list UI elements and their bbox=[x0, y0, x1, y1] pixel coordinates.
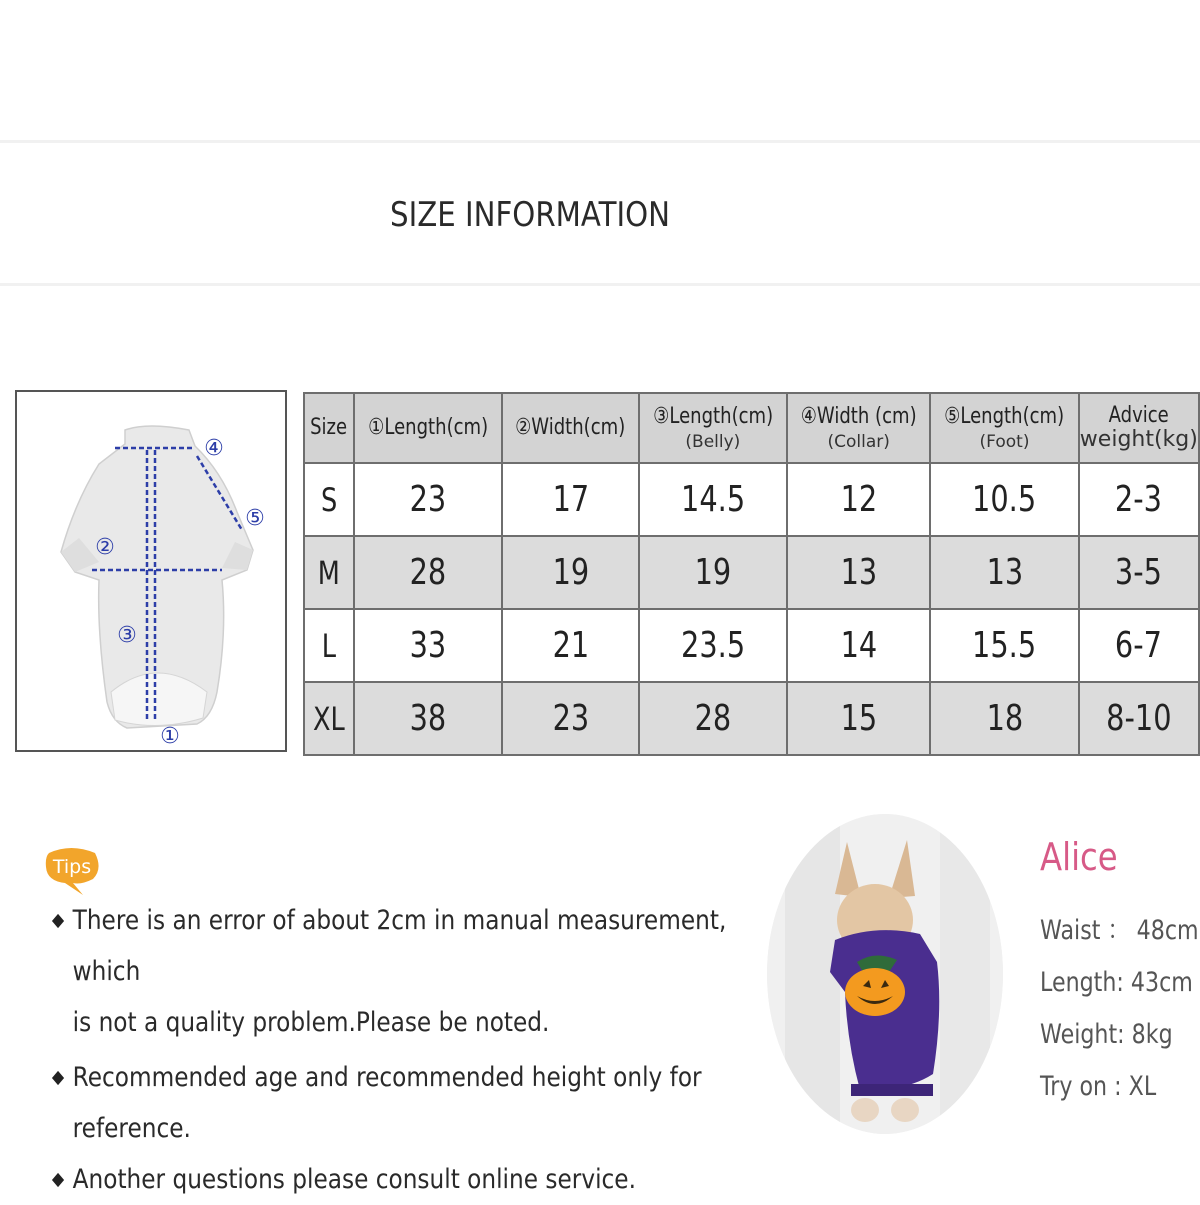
stat-waist: Waist ： 48cm bbox=[1040, 915, 1199, 946]
cell: 8-10 bbox=[1079, 682, 1199, 755]
cell: M bbox=[304, 536, 354, 609]
page-title: SIZE INFORMATION bbox=[390, 195, 670, 235]
model-name: Alice bbox=[1040, 835, 1118, 879]
header-foot-length: ⑤Length(cm) (Foot) bbox=[930, 393, 1078, 463]
cell: 15.5 bbox=[930, 609, 1078, 682]
title-divider bbox=[0, 283, 1200, 286]
tips-list bbox=[52, 895, 752, 1205]
table-row bbox=[304, 536, 1199, 609]
cell: 6-7 bbox=[1079, 609, 1199, 682]
sweater-measurement-diagram bbox=[15, 390, 287, 752]
cell: 15 bbox=[787, 682, 930, 755]
cell: 3-5 bbox=[1079, 536, 1199, 609]
header-size: Size bbox=[304, 393, 354, 463]
tip-continuation: reference. bbox=[72, 1113, 191, 1144]
header-length: ①Length(cm) bbox=[354, 393, 502, 463]
table-row bbox=[304, 682, 1199, 755]
model-stats bbox=[1040, 905, 1200, 1113]
cell: L bbox=[304, 609, 354, 682]
marker-2: ② bbox=[95, 535, 115, 560]
cell: 28 bbox=[639, 682, 787, 755]
cell: 13 bbox=[930, 536, 1078, 609]
marker-4: ④ bbox=[204, 436, 224, 461]
tips-badge bbox=[43, 845, 99, 889]
cell: 14.5 bbox=[639, 463, 787, 536]
model-dog-photo bbox=[765, 812, 1005, 1137]
stat-weight: Weight: 8kg bbox=[1040, 1019, 1173, 1050]
stat-length: Length: 43cm bbox=[1040, 967, 1193, 998]
cell: 23 bbox=[502, 682, 638, 755]
tip-item: Recommended age and recommended height only for bbox=[52, 1052, 769, 1103]
bullet-diamond-icon bbox=[52, 1071, 64, 1085]
tip-item: Another questions please consult online service. bbox=[52, 1154, 769, 1205]
cell: 14 bbox=[787, 609, 930, 682]
header-advice-weight: Advice weight(kg) bbox=[1079, 393, 1199, 463]
tip-item: There is an error of about 2cm in manual measurement, which bbox=[52, 895, 769, 997]
cell: 12 bbox=[787, 463, 930, 536]
cell: 33 bbox=[354, 609, 502, 682]
header-collar-width: ④Width (cm) (Collar) bbox=[787, 393, 930, 463]
stat-try-on: Try on : XL bbox=[1040, 1071, 1157, 1102]
cell: S bbox=[304, 463, 354, 536]
marker-3: ③ bbox=[117, 623, 137, 648]
cell: 19 bbox=[639, 536, 787, 609]
cell: 28 bbox=[354, 536, 502, 609]
sweater-illustration bbox=[17, 392, 285, 750]
cell: 19 bbox=[502, 536, 638, 609]
bullet-diamond-icon bbox=[52, 914, 64, 928]
cell: 21 bbox=[502, 609, 638, 682]
cell: 2-3 bbox=[1079, 463, 1199, 536]
cell: 38 bbox=[354, 682, 502, 755]
cell: 10.5 bbox=[930, 463, 1078, 536]
size-table bbox=[303, 392, 1200, 756]
cell: 13 bbox=[787, 536, 930, 609]
top-divider bbox=[0, 140, 1200, 143]
cell: 23 bbox=[354, 463, 502, 536]
table-row bbox=[304, 609, 1199, 682]
table-header-row bbox=[304, 393, 1199, 463]
header-belly-length: ③Length(cm) (Belly) bbox=[639, 393, 787, 463]
cell: XL bbox=[304, 682, 354, 755]
marker-5: ⑤ bbox=[245, 506, 265, 531]
cell: 17 bbox=[502, 463, 638, 536]
tips-badge-label: Tips bbox=[52, 856, 92, 878]
tip-continuation: is not a quality problem.Please be noted. bbox=[72, 1007, 550, 1038]
cell: 18 bbox=[930, 682, 1078, 755]
cell: 23.5 bbox=[639, 609, 787, 682]
marker-1: ① bbox=[160, 724, 180, 749]
table-row bbox=[304, 463, 1199, 536]
header-width: ②Width(cm) bbox=[502, 393, 638, 463]
bullet-diamond-icon bbox=[52, 1173, 64, 1187]
